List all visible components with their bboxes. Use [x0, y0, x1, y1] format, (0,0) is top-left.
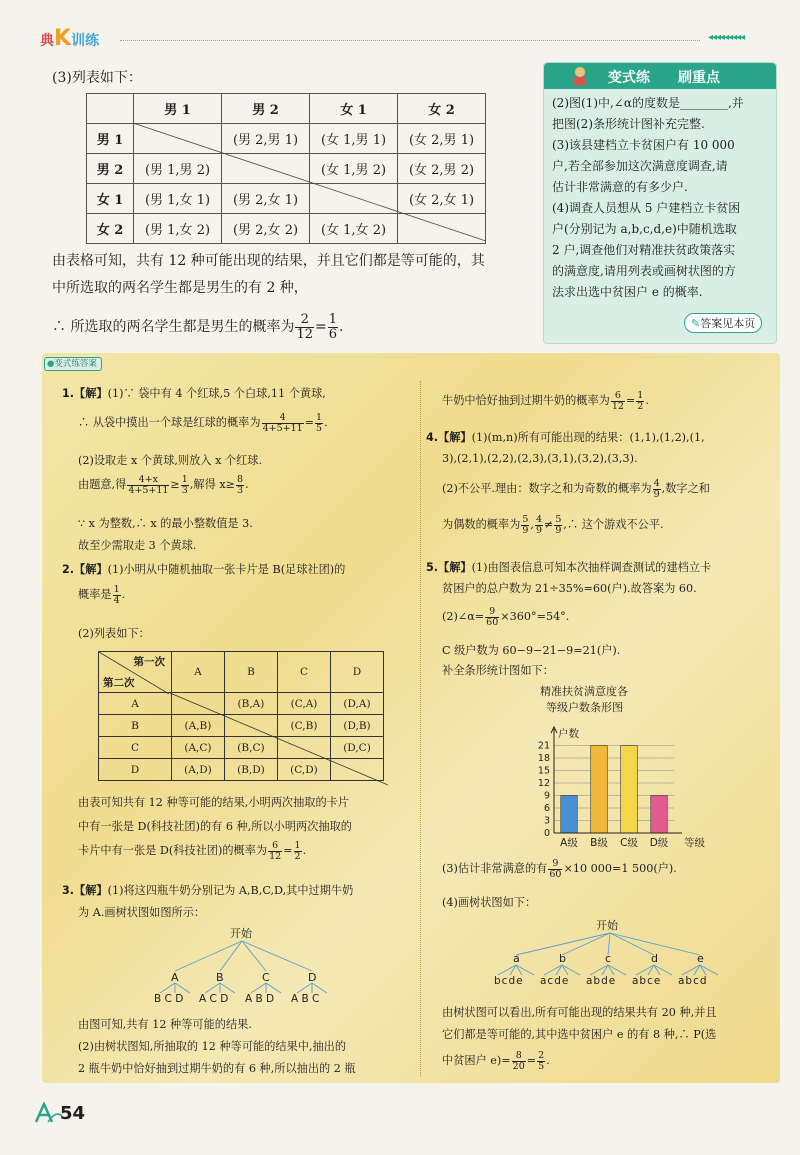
sidebar-title: 变式练 — [608, 70, 650, 86]
frac-num: 8 — [237, 473, 244, 485]
top-table-cell: (男 1,男 2) — [134, 154, 222, 184]
q4-line-1 — [426, 429, 705, 446]
q2-line-2 — [78, 583, 125, 607]
chart-x-tick-label: C级 — [620, 837, 638, 849]
chart-title: 精准扶贫满意度各 — [540, 685, 628, 698]
q5-line-8: 由树状图可以看出,所有可能出现的结果共有 20 种,并且 — [442, 1006, 717, 1019]
top-table-col: 女 2 — [398, 94, 486, 124]
top-table-cell: (女 2,男 2) — [398, 154, 486, 184]
top-table-cell: (女 1,男 2) — [310, 154, 398, 184]
frac-num: 4 — [653, 477, 660, 489]
q2-table-cell: (D,B) — [330, 715, 383, 737]
frac-num: 4 — [535, 513, 542, 525]
q5-text: (3)估计非常满意的有 — [442, 862, 548, 875]
q2-table-row-head: D — [99, 759, 172, 781]
frac-den: 12 — [269, 850, 282, 862]
header-arrows: ◂◂◂◂◂◂◂◂◂ — [708, 32, 745, 43]
logo-letter-3: 训 — [71, 33, 86, 49]
q3-line-5: 2 瓶牛奶中恰好抽到过期牛奶的有 6 种,所以抽出的 2 瓶 — [78, 1062, 356, 1075]
q1-line-1 — [62, 385, 326, 402]
q5-text: 中贫困户 e)= — [442, 1054, 511, 1067]
fraction — [294, 841, 302, 862]
top-table-row-head: 男 2 — [87, 154, 134, 184]
q2-table-cell: (B,A) — [224, 693, 277, 715]
sidebar-line: 户,若全部参加这次满意度调查,请 — [552, 159, 728, 173]
q2-text: 卡片中有一张是 D(科技社团)的概率为 — [78, 844, 268, 857]
chart-y-tick-label: 12 — [537, 778, 550, 789]
q5-tree-diagram — [482, 925, 772, 985]
frac-den: 9 — [522, 524, 529, 536]
frac-den: 12 — [296, 326, 313, 342]
frac-num: 1 — [328, 311, 338, 327]
fraction — [485, 607, 499, 628]
top-table-cell: (女 1,男 1) — [310, 124, 398, 154]
sidebar-box — [543, 62, 777, 344]
q5-line-7: (4)画树状图如下： — [442, 896, 537, 909]
frac-num: 1 — [316, 411, 323, 423]
equals-sign: = — [526, 1054, 537, 1067]
q4-text: ,∴ 这个游戏不公平. — [563, 518, 664, 531]
chart-y-tick-label: 6 — [543, 803, 550, 814]
top-para-2: 中所选取的两名学生都是男生的有 2 种， — [52, 280, 308, 296]
q5-tree-leaves: acde — [540, 975, 570, 987]
pin-icon: ● — [47, 359, 55, 369]
q5-text: (1)由图表信息可知本次抽样调查测试的建档立卡 — [471, 561, 712, 574]
answer-panel — [42, 353, 780, 1083]
fraction — [315, 413, 323, 434]
top-table-col: 男 2 — [222, 94, 310, 124]
sidebar-line: 把图(2)条形统计图补充完整. — [552, 117, 705, 131]
q2-table-col: D — [330, 652, 383, 693]
q2-table-row-head: B — [99, 715, 172, 737]
q3-line-1 — [62, 882, 353, 899]
chart-y-tick-label: 9 — [543, 790, 550, 802]
q2-line-1 — [62, 561, 345, 578]
fraction — [653, 479, 661, 500]
q5-tree-node: e — [697, 952, 704, 965]
top-label-3: (3)列表如下： — [52, 70, 142, 86]
chart-x-label: 等级 — [684, 837, 705, 849]
q3-tree-leaves: B C D — [154, 993, 184, 1005]
q5-line-5: 补全条形统计图如下： — [442, 664, 554, 677]
fraction — [548, 859, 562, 880]
chart-subtitle: 等级户数条形图 — [546, 701, 623, 714]
fraction — [554, 515, 562, 536]
frac-den: 6 — [328, 326, 338, 342]
q3-line-2: 为 A.画树状图如图所示： — [78, 906, 206, 919]
corner-bottom-label: 第二次 — [103, 677, 135, 689]
chart-y-tick-label: 3 — [543, 815, 550, 827]
q5-text: ×360°=54°. — [500, 610, 570, 623]
frac-den: 9 — [555, 524, 562, 536]
q3-tree-leaves: A C D — [199, 993, 229, 1005]
fraction — [236, 475, 244, 496]
fraction — [113, 585, 121, 606]
chart-bar — [621, 746, 638, 834]
frac-den: 60 — [486, 616, 499, 628]
frac-num: 4 — [262, 413, 304, 424]
q2-table-row-head: C — [99, 737, 172, 759]
frac-den: 12 — [611, 400, 624, 412]
solution-tag: 【解】 — [74, 562, 108, 576]
q5-tree-node: b — [559, 952, 566, 965]
chart-bar — [561, 796, 578, 834]
q2-table-cell: (C,D) — [277, 759, 330, 781]
q5-line-1 — [426, 559, 711, 576]
frac-num: 9 — [548, 859, 562, 870]
logo-letter-k: K — [54, 26, 72, 51]
q1-line-4 — [78, 473, 249, 497]
q3-tree-node: B — [216, 971, 224, 984]
q5-tree-leaves: bcde — [494, 975, 524, 987]
panel-tag-label: 变式练答案 — [54, 359, 97, 369]
q2-line-4: 由表可知共有 12 种等可能的结果,小明两次抽取的卡片 — [78, 796, 350, 809]
q2-table-row-head: A — [99, 693, 172, 715]
logo-letter-1: 典 — [40, 33, 54, 49]
comma: , — [530, 518, 534, 531]
sidebar-title-bar — [544, 63, 776, 89]
period: . — [245, 478, 249, 491]
q2-text: 概率是 — [78, 588, 112, 601]
q3-tree-root: 开始 — [230, 927, 252, 940]
frac-den: 9 — [653, 488, 660, 500]
r-text: 牛奶中恰好抽到过期牛奶的概率为 — [442, 394, 610, 407]
question-number: 5. — [426, 561, 439, 574]
q1-line-5: ∵ x 为整数,∴ x 的最小整数值是 3. — [78, 517, 253, 530]
fraction — [181, 475, 189, 496]
q5-line-6 — [442, 857, 677, 881]
frac-den: 20 — [512, 1060, 525, 1072]
frac-den: 4+5+11 — [128, 484, 169, 496]
q5-tree-root: 开始 — [596, 919, 618, 932]
q2-table-cell: (D,A) — [330, 693, 383, 715]
q5-line-3 — [442, 605, 569, 629]
period: . — [324, 416, 328, 429]
q5-line-4: C 级户数为 60−9−21−9=21(户). — [442, 644, 621, 657]
fraction — [512, 1051, 526, 1072]
q5-line-2: 贫困户的总户数为 21÷35%=60(户).故答案为 60. — [442, 582, 697, 595]
q4-line-2: 3),(2,1),(2,2),(2,3),(3,1),(3,2),(3,3). — [442, 452, 638, 465]
q3-line-4: (2)由树状图知,所抽取的 12 种等可能的结果中,抽出的 — [78, 1040, 347, 1053]
q3-text: (1)将这四瓶牛奶分别记为 A,B,C,D,其中过期牛奶 — [107, 884, 354, 897]
frac-den: 5 — [316, 422, 323, 434]
q2-table-cell: (A,D) — [172, 759, 225, 781]
q2-table-cell: (C,A) — [277, 693, 330, 715]
top-para-3 — [52, 312, 343, 342]
q4-line-3 — [442, 477, 710, 501]
chart-bar — [651, 796, 668, 834]
q5-tree-leaves: abde — [586, 975, 617, 987]
solution-tag: 【解】 — [74, 883, 108, 897]
chart-x-tick-label: A级 — [560, 837, 578, 849]
q2-table-cell: (A,B) — [172, 715, 225, 737]
frac-num: 6 — [611, 391, 625, 402]
frac-den: 4+5+11 — [262, 422, 303, 434]
q2-table-cell: (A,C) — [172, 737, 225, 759]
q1-text: (1)∵ 袋中有 4 个红球,5 个白球,11 个黄球, — [107, 387, 326, 400]
frac-num: 1 — [113, 583, 120, 595]
q1-line-3: (2)设取走 x 个黄球,则放入 x 个红球. — [78, 454, 263, 467]
equals-sign: = — [625, 394, 636, 407]
fraction — [611, 391, 625, 412]
frac-den: 9 — [535, 524, 542, 536]
question-number: 1. — [62, 387, 75, 400]
fraction — [268, 841, 282, 862]
fraction — [535, 515, 543, 536]
frac-num: 1 — [637, 389, 644, 401]
frac-den: 3 — [237, 484, 244, 496]
q2-table-cell: (B,D) — [224, 759, 277, 781]
q1-line-6: 故至少需取走 3 个黄球. — [78, 539, 197, 552]
top-table-row-head: 女 1 — [87, 184, 134, 214]
q2-line-3: (2)列表如下： — [78, 627, 150, 640]
fraction — [262, 413, 304, 434]
q5-text: ×10 000=1 500(户). — [563, 862, 677, 875]
frac-num: 1 — [181, 473, 188, 485]
frac-den: 60 — [549, 868, 562, 880]
equals-sign: = — [304, 416, 315, 429]
student-icon — [570, 66, 590, 86]
page-number: 54 — [60, 1103, 86, 1124]
period: . — [645, 394, 649, 407]
q2-table-diagonal — [98, 651, 388, 787]
geq-sign: ≥ — [170, 478, 180, 491]
q2-table-col: B — [224, 652, 277, 693]
top-table-cell: (男 2,男 1) — [222, 124, 310, 154]
sidebar-subtitle: 刷重点 — [678, 70, 720, 86]
frac-den: 2 — [637, 400, 644, 412]
q5-text: (2)∠α= — [442, 610, 485, 623]
q1-line-2 — [78, 411, 328, 435]
top-para-1: 由表格可知，共有 12 种可能出现的结果，并且它们都是等可能的，其 — [52, 253, 485, 269]
q3-tree-node: A — [171, 971, 179, 984]
question-number: 3. — [62, 884, 75, 897]
page-header — [40, 22, 780, 52]
pencil-icon: ✎ — [691, 317, 701, 330]
chart-y-tick-label: 0 — [543, 828, 550, 839]
fraction — [295, 313, 314, 342]
sidebar-line: 的满意度,请用列表或画树状图的方 — [552, 264, 736, 278]
fraction — [521, 515, 529, 536]
chart-y-tick-label: 18 — [537, 753, 550, 764]
chart-y-tick-label: 21 — [537, 740, 550, 752]
sidebar-line: 2 户,调查他们对精准扶贫政策落实 — [552, 243, 736, 257]
q5-tree-node: c — [605, 952, 612, 965]
frac-num: 4+x — [127, 475, 169, 486]
chart-x-tick-label: B级 — [590, 837, 608, 849]
frac-num: 9 — [485, 607, 499, 618]
q3-tree-node: D — [308, 971, 317, 984]
top-table-col: 女 1 — [310, 94, 398, 124]
solution-tag: 【解】 — [74, 386, 108, 400]
frac-num: 2 — [538, 1049, 545, 1061]
frac-num: 5 — [522, 513, 529, 525]
answer-tag-label: 答案见本页 — [700, 317, 756, 330]
top-table-cell: (女 2,男 1) — [398, 124, 486, 154]
page-footer — [34, 1100, 114, 1128]
q2-text: (1)小明从中随机抽取一张卡片是 B(足球社团)的 — [107, 563, 346, 576]
corner-top-label: 第一次 — [133, 656, 165, 668]
q5-tree-leaves: abce — [632, 975, 662, 987]
top-table-cell: (男 2,女 1) — [222, 184, 310, 214]
q4-text: (2)不公平.理由：数字之和为奇数的概率为 — [442, 482, 652, 495]
question-number: 2. — [62, 563, 75, 576]
frac-den: 4 — [113, 594, 120, 606]
header-dotted-rule — [120, 40, 700, 41]
sidebar-line: (4)调查人员想从 5 户建档立卡贫困 — [552, 201, 741, 215]
q1-text: 由题意,得 — [78, 478, 127, 491]
chart-bar — [591, 746, 608, 834]
solution-tag: 【解】 — [438, 430, 472, 444]
q2-line-5: 中有一张是 D(科技社团)的有 6 种,所以小明两次抽取的 — [78, 820, 352, 833]
sidebar-line: 户(分别记为 a,b,c,d,e)中随机选取 — [552, 222, 737, 236]
q2-table-col: A — [172, 652, 225, 693]
q4-text: 为偶数的概率为 — [442, 518, 521, 531]
q2-table-cell: (B,C) — [224, 737, 277, 759]
q5-line-9: 它们都是等可能的,其中选中贫困户 e 的有 8 种,∴ P(选 — [442, 1028, 717, 1041]
equals-sign: = — [283, 844, 293, 857]
chart-y-tick-label: 15 — [537, 765, 550, 777]
frac-num: 6 — [268, 841, 282, 852]
sidebar-line: (2)图(1)中,∠α的度数是________,并 — [552, 96, 744, 110]
r-line-0 — [442, 389, 649, 413]
frac-num: 2 — [295, 313, 314, 328]
question-number: 4. — [426, 431, 439, 444]
panel-tag — [44, 357, 102, 371]
sidebar-line: (3)该县建档立卡贫困户有 10 000 — [552, 138, 735, 152]
q1-text: ∴ 从袋中摸出一个球是红球的概率为 — [78, 416, 261, 429]
logo-letter-4: 练 — [85, 33, 100, 49]
solution-tag: 【解】 — [438, 560, 472, 574]
q2-table-col: C — [277, 652, 330, 693]
top-table-row-head: 男 1 — [87, 124, 134, 154]
top-table-col: 男 1 — [134, 94, 222, 124]
column-divider — [420, 381, 421, 1077]
q3-tree-leaves: A B D — [245, 993, 275, 1005]
equals-sign: = — [315, 319, 327, 335]
top-table-cell: (男 1,女 2) — [134, 214, 222, 244]
header-logo — [40, 26, 100, 51]
q4-text: (1)(m,n)所有可能出现的结果：(1,1),(1,2),(1, — [471, 431, 705, 444]
q3-tree-leaves: A B C — [291, 993, 320, 1005]
chart-y-label: 户数 — [558, 728, 579, 740]
frac-num: 1 — [294, 839, 301, 851]
q4-text: ,数字之和 — [661, 482, 710, 495]
chart-x-tick-label: D级 — [649, 837, 669, 849]
q2-table-cell: (C,B) — [277, 715, 330, 737]
q3-tree-node: C — [262, 971, 270, 984]
frac-den: 2 — [294, 850, 301, 862]
q5-tree-leaves: abcd — [678, 975, 708, 987]
frac-num: 5 — [555, 513, 562, 525]
top-table-cell: (男 1,女 1) — [134, 184, 222, 214]
frac-den: 5 — [538, 1060, 545, 1072]
bar-chart — [512, 715, 712, 855]
fraction — [127, 475, 169, 496]
q4-line-4 — [442, 513, 664, 537]
neq-sign: ≠ — [543, 518, 554, 531]
fraction — [537, 1051, 545, 1072]
fraction — [328, 313, 338, 342]
q2-line-6 — [78, 839, 306, 863]
period: . — [302, 844, 307, 857]
fraction — [636, 391, 644, 412]
answer-tag[interactable] — [684, 313, 762, 333]
q2-table-cell: (D,C) — [330, 737, 383, 759]
period: . — [546, 1054, 550, 1067]
top-table-cell: (男 2,女 2) — [222, 214, 310, 244]
top-table-diagonal — [86, 93, 486, 243]
top-para-3-text: ∴ 所选取的两名学生都是男生的概率为 — [52, 319, 295, 335]
frac-num: 8 — [512, 1051, 526, 1062]
q5-tree-node: a — [513, 952, 520, 965]
period: . — [121, 588, 126, 601]
frac-den: 3 — [181, 484, 188, 496]
sidebar-line: 法求出选中贫困户 e 的概率. — [552, 285, 703, 299]
q5-line-10 — [442, 1049, 550, 1073]
top-table-cell: (女 2,女 1) — [398, 184, 486, 214]
sidebar-line: 估计非常满意的有多少户. — [552, 180, 688, 194]
q5-tree-node: d — [651, 952, 658, 965]
top-table-cell: (女 1,女 2) — [310, 214, 398, 244]
q1-text: ,解得 x≥ — [189, 478, 236, 491]
q3-line-3: 由图可知,共有 12 种等可能的结果. — [78, 1018, 252, 1031]
top-table-row-head: 女 2 — [87, 214, 134, 244]
period: . — [339, 319, 344, 335]
